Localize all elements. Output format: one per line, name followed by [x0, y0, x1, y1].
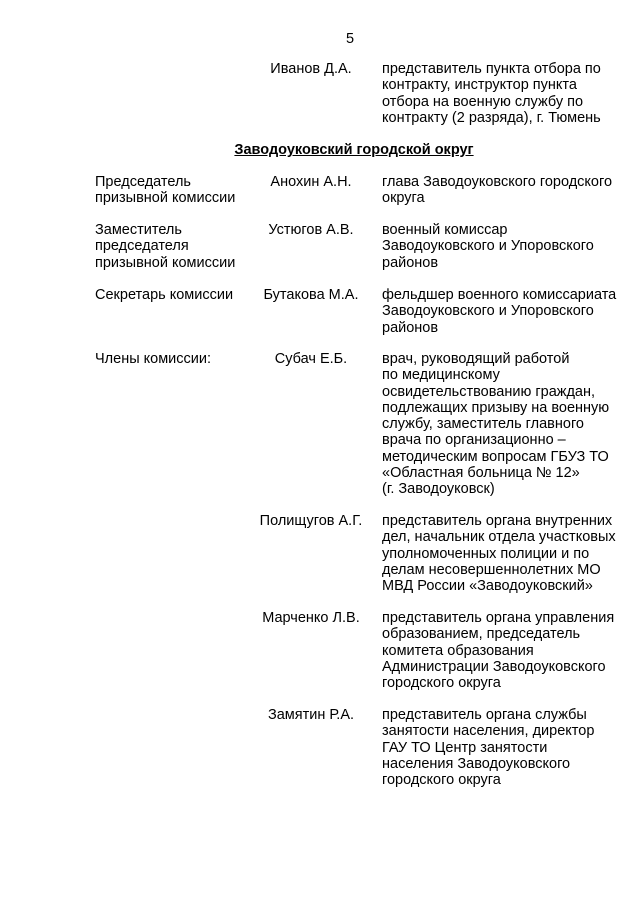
role-line: Заместитель	[95, 222, 182, 238]
person-description	[382, 351, 622, 498]
description-line: врача по организационно –	[382, 432, 566, 449]
description-line: фельдшер военного комиссариата	[382, 287, 617, 303]
description-line: освидетельствованию граждан,	[382, 383, 596, 400]
person-description	[382, 61, 622, 126]
role-label	[95, 174, 265, 207]
person-name: Замятин Р.А.	[267, 707, 355, 723]
description-line: подлежащих призыву на военную	[382, 399, 610, 416]
role-line: призывной комиссии	[95, 254, 236, 271]
description-line: населения Заводоуковского	[382, 755, 571, 772]
description-line: городского округа	[382, 772, 501, 789]
person-name: Анохин А.Н.	[270, 174, 352, 190]
description-line: округа	[382, 190, 425, 207]
description-line: представитель органа внутренних	[382, 513, 613, 529]
description-line: по медицинскому	[382, 367, 500, 384]
description-line: занятости населения, директор	[382, 723, 595, 740]
description-line: районов	[382, 319, 439, 336]
description-line: представитель органа управления	[382, 610, 615, 626]
role-label	[95, 287, 265, 303]
description-line: районов	[382, 254, 439, 271]
role-line: Секретарь комиссии	[95, 287, 234, 303]
description-line: Администрации Заводоуковского	[382, 658, 606, 675]
description-line: методическим вопросам ГБУЗ ТО	[382, 448, 609, 465]
description-line: МВД России «Заводоуковский»	[382, 578, 593, 595]
description-line: Заводоуковского и Упоровского	[382, 238, 594, 255]
person-name: Устюгов А.В.	[268, 222, 354, 238]
description-line: (г. Заводоуковск)	[382, 481, 495, 498]
section-title: Заводоуковский городской округ	[234, 142, 474, 158]
description-line: глава Заводоуковского городского	[382, 174, 613, 190]
role-line: призывной комиссии	[95, 190, 236, 207]
role-label	[95, 222, 265, 271]
description-line: комитета образования	[382, 642, 534, 659]
description-line: образованием, председатель	[382, 626, 581, 643]
role-line: председателя	[95, 238, 189, 255]
description-line: уполномоченных полиции и по	[382, 545, 590, 562]
description-line: представитель пункта отбора по	[382, 61, 601, 77]
person-name: Иванов Д.А.	[270, 61, 352, 77]
description-line: отбора на военную службу по	[382, 93, 584, 110]
description-line: «Областная больница № 12»	[382, 465, 580, 482]
role-label	[95, 351, 265, 367]
description-line: врач, руководящий работой	[382, 351, 570, 367]
description-line: Заводоуковского и Упоровского	[382, 303, 594, 320]
description-line: контракту, инструктор пункта	[382, 77, 577, 94]
person-description	[382, 174, 622, 207]
person-description	[382, 707, 622, 788]
person-name: Бутакова М.А.	[263, 287, 359, 303]
role-line: Председатель	[95, 174, 191, 190]
description-line: ГАУ ТО Центр занятости	[382, 739, 548, 756]
person-name: Субач Е.Б.	[274, 351, 348, 367]
page-number: 5	[345, 31, 355, 47]
description-line: дел, начальник отдела участковых	[382, 529, 616, 546]
person-description	[382, 513, 622, 594]
description-line: городского округа	[382, 675, 501, 692]
person-description	[382, 610, 622, 691]
person-description	[382, 287, 622, 336]
description-line: делам несовершеннолетних МО	[382, 561, 601, 578]
description-line: службу, заместитель главного	[382, 416, 584, 433]
person-name: Марченко Л.В.	[262, 610, 360, 626]
description-line: контракту (2 разряда), г. Тюмень	[382, 109, 601, 126]
person-description	[382, 222, 622, 271]
role-line: Члены комиссии:	[95, 351, 212, 367]
description-line: представитель органа службы	[382, 707, 587, 723]
description-line: военный комиссар	[382, 222, 508, 238]
person-name: Полищугов А.Г.	[259, 513, 363, 529]
